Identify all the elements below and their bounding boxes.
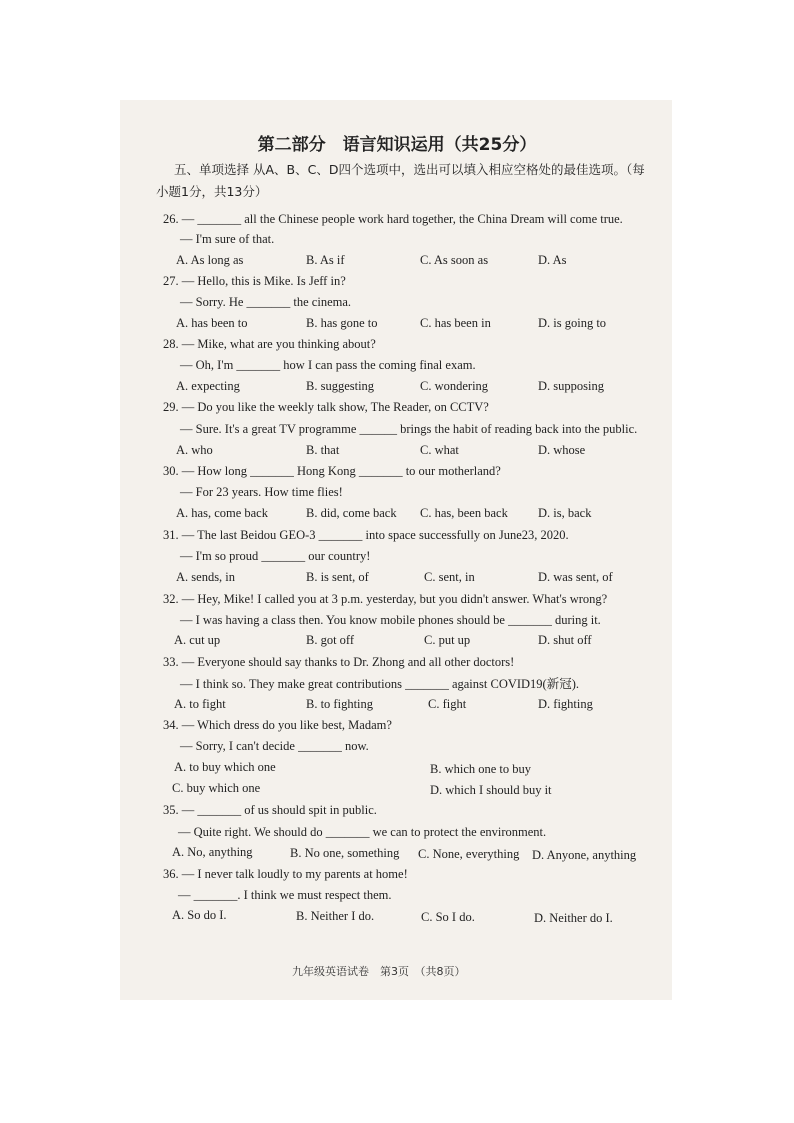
question-31: 31. — The last Beidou GEO-3 _______ into space successfully on June23, 2020. bbox=[163, 528, 569, 542]
option-30-d: D. is, back bbox=[538, 506, 592, 520]
option-33-c: C. fight bbox=[428, 697, 467, 711]
question-28: 28. — Mike, what are you thinking about? bbox=[163, 337, 376, 351]
response-27: — Sorry. He _______ the cinema. bbox=[180, 295, 352, 309]
option-35-d: D. Anyone, anything bbox=[532, 848, 637, 862]
response-31: — I'm so proud _______ our country! bbox=[180, 549, 371, 563]
section-title: 第二部分 语言知识运用（共25分） bbox=[257, 135, 537, 155]
option-32-b: B. got off bbox=[306, 633, 355, 647]
option-26-b: B. As if bbox=[306, 253, 345, 267]
response-33: — I think so. They make great contributions _______ against COVID19(新冠). bbox=[180, 677, 580, 691]
option-28-c: C. wondering bbox=[420, 379, 489, 393]
option-26-d: D. As bbox=[538, 253, 567, 267]
option-26-c: C. As soon as bbox=[420, 253, 489, 267]
option-27-a: A. has been to bbox=[176, 316, 248, 330]
response-32: — I was having a class then. You know mobile phones should be _______ during it. bbox=[180, 613, 601, 627]
instruction-line-1: 五、单项选择 从A、B、C、D四个选项中，选出可以填入相应空格处的最佳选项。（每 bbox=[174, 162, 645, 177]
option-30-c: C. has, been back bbox=[420, 506, 508, 520]
instruction-line-2: 小题1分，共13分） bbox=[156, 184, 268, 199]
question-32: 32. — Hey, Mike! I called you at 3 p.m. yesterday, but you didn't answer. What's wrong? bbox=[163, 592, 608, 606]
option-31-d: D. was sent, of bbox=[538, 570, 613, 584]
option-31-b: B. is sent, of bbox=[306, 570, 369, 584]
option-36-c: C. So I do. bbox=[421, 910, 475, 924]
question-33: 33. — Everyone should say thanks to Dr. Zhong and all other doctors! bbox=[163, 655, 515, 669]
option-33-d: D. fighting bbox=[538, 697, 593, 711]
option-29-a: A. who bbox=[176, 443, 213, 457]
option-31-a: A. sends, in bbox=[176, 570, 236, 584]
page-footer: 九年级英语试卷 第3页 （共8页） bbox=[292, 965, 466, 978]
option-35-b: B. No one, something bbox=[290, 846, 400, 860]
response-26: — I'm sure of that. bbox=[180, 232, 275, 246]
option-35-c: C. None, everything bbox=[418, 847, 520, 861]
question-35: 35. — _______ of us should spit in public. bbox=[163, 803, 377, 817]
option-26-a: A. As long as bbox=[176, 253, 244, 267]
option-34-d: D. which I should buy it bbox=[430, 783, 552, 797]
question-27: 27. — Hello, this is Mike. Is Jeff in? bbox=[163, 274, 346, 288]
option-33-b: B. to fighting bbox=[306, 697, 374, 711]
option-34-a: A. to buy which one bbox=[174, 760, 276, 774]
response-36: — _______. I think we must respect them. bbox=[178, 888, 392, 902]
question-30: 30. — How long _______ Hong Kong _______ to our motherland? bbox=[163, 464, 501, 478]
option-32-a: A. cut up bbox=[174, 633, 221, 647]
question-26: 26. — _______ all the Chinese people work hard together, the China Dream will come true. bbox=[163, 212, 623, 226]
option-36-d: D. Neither do I. bbox=[534, 911, 613, 925]
question-36: 36. — I never talk loudly to my parents at home! bbox=[163, 867, 408, 881]
option-36-a: A. So do I. bbox=[172, 908, 227, 922]
option-33-a: A. to fight bbox=[174, 697, 226, 711]
response-29: — Sure. It's a great TV programme ______ brings the habit of reading back into the public. bbox=[180, 422, 638, 436]
response-28: — Oh, I'm _______ how I can pass the coming final exam. bbox=[180, 358, 476, 372]
option-30-a: A. has, come back bbox=[176, 506, 268, 520]
response-30: — For 23 years. How time flies! bbox=[180, 485, 343, 499]
option-34-c: C. buy which one bbox=[172, 781, 261, 795]
option-29-b: B. that bbox=[306, 443, 340, 457]
response-34: — Sorry, I can't decide _______ now. bbox=[180, 739, 369, 753]
option-27-c: C. has been in bbox=[420, 316, 491, 330]
response-35: — Quite right. We should do _______ we can to protect the environment. bbox=[178, 825, 547, 839]
option-30-b: B. did, come back bbox=[306, 506, 397, 520]
option-27-d: D. is going to bbox=[538, 316, 607, 330]
option-28-b: B. suggesting bbox=[306, 379, 375, 393]
option-36-b: B. Neither I do. bbox=[296, 909, 375, 923]
option-31-c: C. sent, in bbox=[424, 570, 475, 584]
option-29-d: D. whose bbox=[538, 443, 586, 457]
option-27-b: B. has gone to bbox=[306, 316, 378, 330]
option-28-a: A. expecting bbox=[176, 379, 240, 393]
option-29-c: C. what bbox=[420, 443, 459, 457]
option-32-d: D. shut off bbox=[538, 633, 592, 647]
option-35-a: A. No, anything bbox=[172, 845, 253, 859]
option-34-b: B. which one to buy bbox=[430, 762, 532, 776]
option-32-c: C. put up bbox=[424, 633, 471, 647]
question-34: 34. — Which dress do you like best, Madam? bbox=[163, 718, 392, 732]
option-28-d: D. supposing bbox=[538, 379, 604, 393]
question-29: 29. — Do you like the weekly talk show, The Reader, on CCTV? bbox=[163, 400, 489, 414]
